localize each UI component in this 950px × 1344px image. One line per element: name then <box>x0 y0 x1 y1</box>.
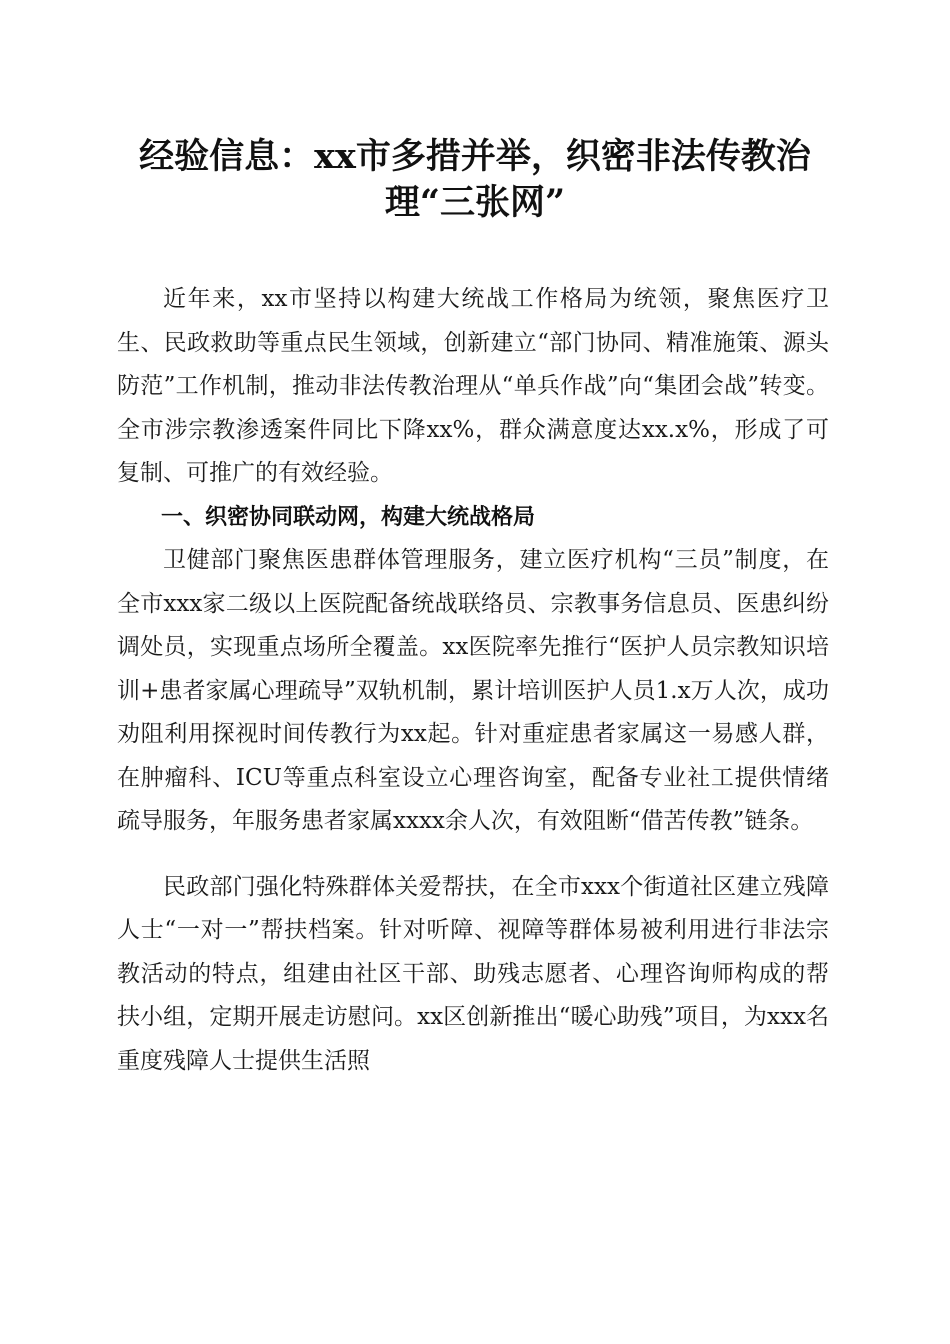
section-1-heading: 一、织密协同联动网，构建大统战格局 <box>161 504 536 530</box>
document-body <box>117 278 829 1083</box>
document-title: 经验信息：xx市多措并举，织密非法传教治理“三张网” <box>139 136 811 223</box>
section-1-paragraph-2: 民政部门强化特殊群体关爱帮扶，在全市xxx个街道社区建立残障人士“一对一”帮扶档案。针对听障、视障等群体易被利用进行非法宗教活动的特点，组建由社区干部、助残志愿者、心理咨询师构成的帮扶小组，定期开展走访慰问。xx区创新推出“暖心助残”项目，为xxx名重度残障人士提供生活照 <box>117 873 829 1074</box>
intro-paragraph: 近年来，xx市坚持以构建大统战工作格局为统领，聚焦医疗卫生、民政救助等重点民生领域，创新建立“部门协同、精准施策、源头防范”工作机制，推动非法传教治理从“单兵作战”向“集团会战”转变。全市涉宗教渗透案件同比下降xx%，群众满意度达xx.x%，形成了可复制、可推广的有效经验。 <box>117 286 829 486</box>
section-1-paragraph-1: 卫健部门聚焦医患群体管理服务，建立医疗机构“三员”制度，在全市xxx家二级以上医院配备统战联络员、宗教事务信息员、医患纠纷调处员，实现重点场所全覆盖。xx医院率先推行“医护人员宗教知识培训+患者家属心理疏导”双轨机制，累计培训医护人员1.x万人次，成功劝阻利用探视时间传教行为xx起。针对重症患者家属这一易感人群，在肿瘤科、ICU等重点科室设立心理咨询室，配备专业社工提供情绪疏导服务，年服务患者家属xxxx余人次，有效阻断“借苦传教”链条。 <box>117 547 829 834</box>
paragraph-spacer <box>117 844 829 866</box>
